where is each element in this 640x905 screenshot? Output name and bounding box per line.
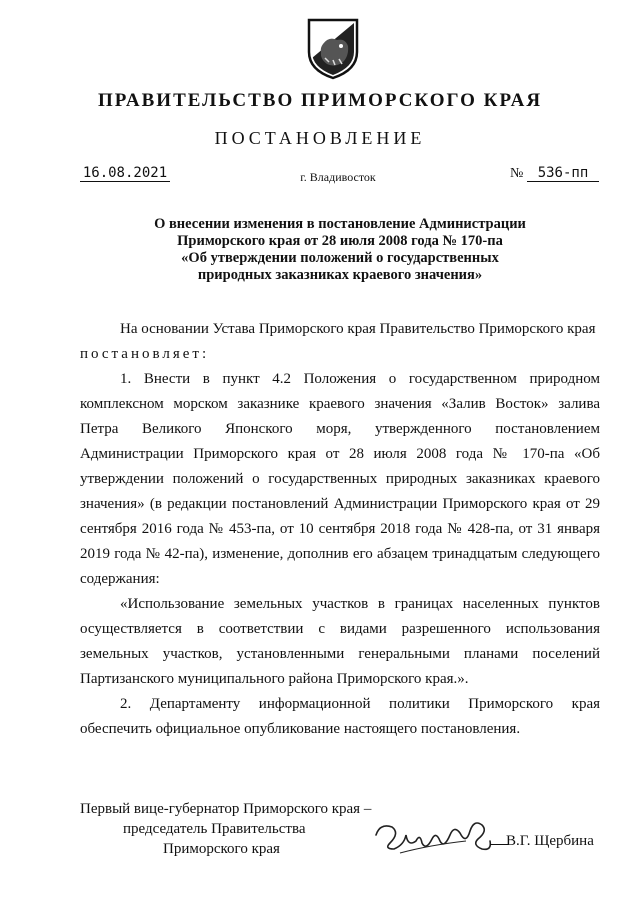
document-date: 16.08.2021	[80, 165, 170, 182]
number-sign: №	[510, 166, 524, 181]
organization-title: ПРАВИТЕЛЬСТВО ПРИМОРСКОГО КРАЯ	[97, 90, 543, 111]
preamble-paragraph: На основании Устава Приморского края Правительство Приморского края	[120, 321, 596, 337]
position-line: председатель Правительства	[123, 821, 306, 837]
handwritten-signature	[370, 805, 510, 865]
document-number: 536-пп	[527, 165, 599, 182]
resolves-word: постановляет:	[80, 346, 210, 362]
heading-line: Приморского края от 28 июля 2008 года № 170-па	[177, 233, 503, 249]
document-city: г. Владивосток	[300, 170, 376, 184]
position-line: Первый вице-губернатор Приморского края –	[80, 801, 372, 817]
item-1-paragraph: 1. Внести в пункт 4.2 Положения о государственном природном комплексном морском заказнике краевого значения «Залив Восток» залива Петра Великого Японского моря, утвержденного постановлением Администрации Приморского края от 28 июля 2008 года № 170-па «Об утверждении положений о государственных природных заказниках краевого значения» (в редакции постановлений Администрации Приморского края от 29 сентября 2016 года № 453-па, от 10 сентября 2018 года № 428-па, от 31 января 2019 года № 42-па), изменение, дополнив его абзацем тринадцатым следующего содержания:	[80, 371, 600, 587]
quoted-paragraph: «Использование земельных участков в границах населенных пунктов осуществляется в соответствии с видами разрешенного использования земельных участков, установленными генеральными планами поселений Партизанского муниципального района Приморского края.».	[80, 596, 600, 687]
heading-line: природных заказниках краевого значения»	[197, 267, 483, 283]
signer-name: В.Г. Щербина	[506, 833, 594, 849]
item-2-paragraph: 2. Департаменту информационной политики Приморского края обеспечить официальное опубликование настоящего постановления.	[80, 696, 600, 737]
heading-line: О внесении изменения в постановление Администрации	[154, 216, 526, 232]
heading-line: «Об утверждении положений о государственных	[181, 250, 499, 266]
signatory-position	[80, 799, 371, 859]
coat-of-arms-emblem	[305, 14, 361, 80]
document-type: ПОСТАНОВЛЕНИЕ	[214, 128, 426, 148]
document-heading	[80, 216, 600, 284]
document-body	[80, 317, 600, 742]
position-line: Приморского края	[163, 841, 280, 857]
